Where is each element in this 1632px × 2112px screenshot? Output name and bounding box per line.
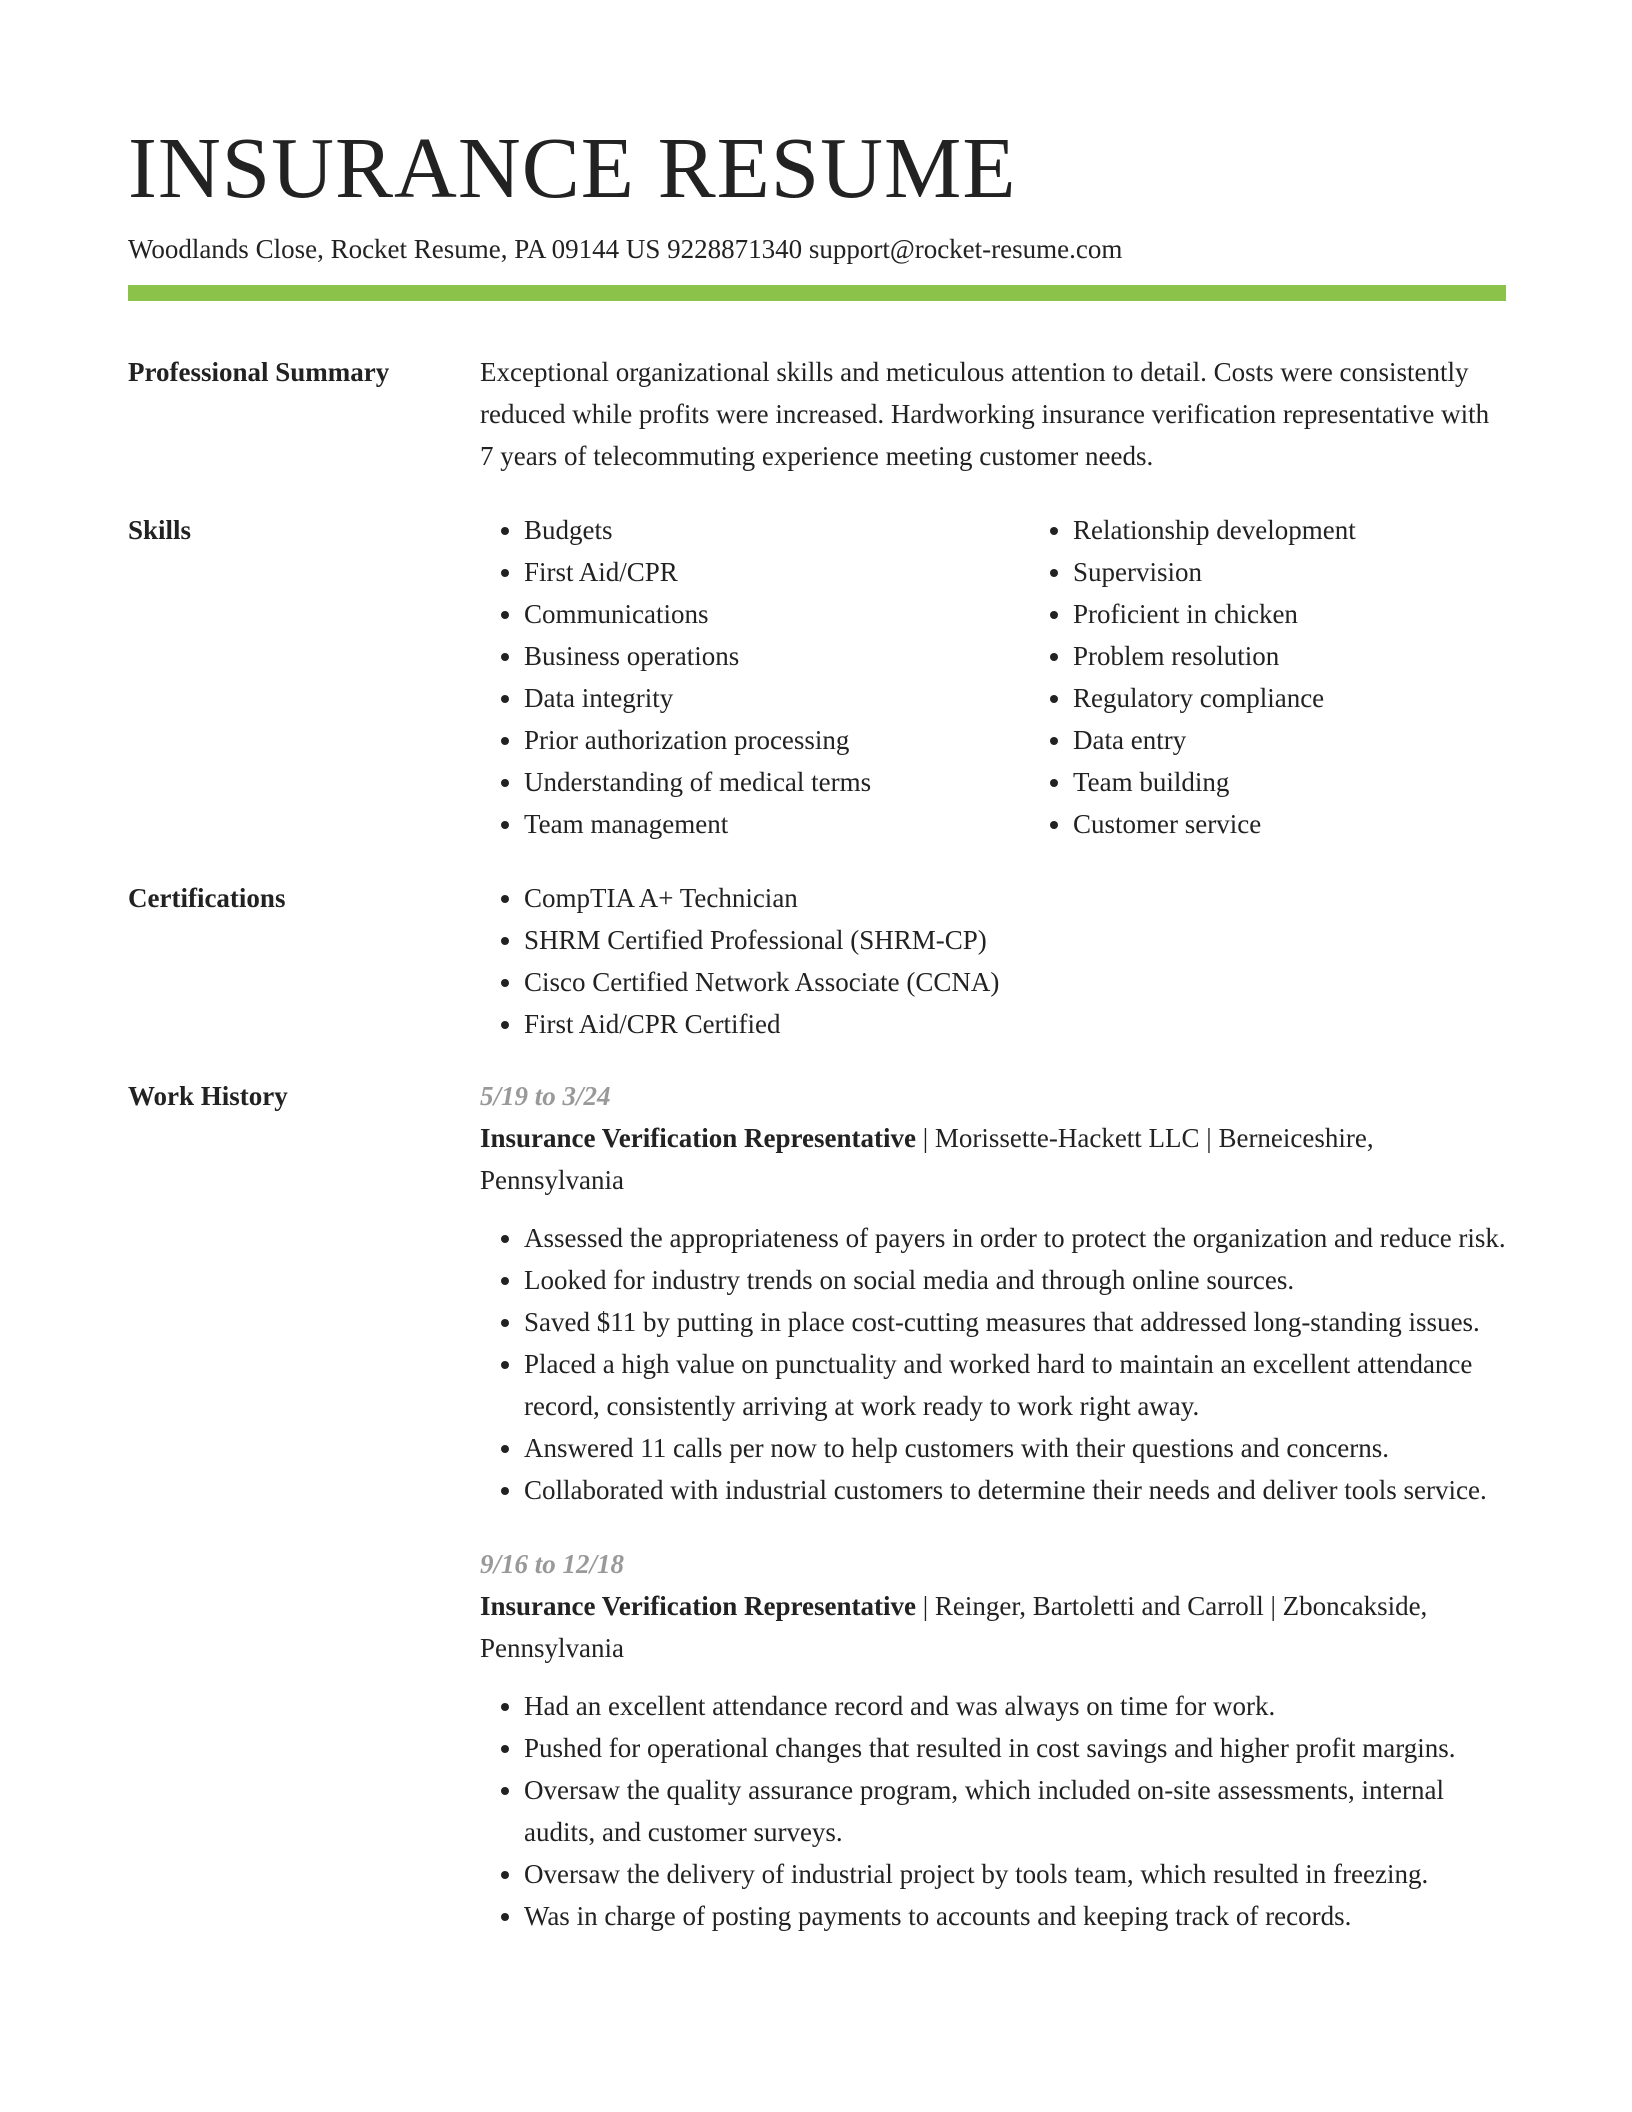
accent-divider xyxy=(128,285,1506,301)
certification-item: • SHRM Certified Professional (SHRM-CP) xyxy=(524,919,1506,961)
job-duty: • Oversaw the quality assurance program, which included on-site assessments, internal audits, and customer surveys. xyxy=(524,1769,1506,1853)
job-duty: • Had an excellent attendance record and was always on time for work. xyxy=(524,1685,1506,1727)
skill-item: • Prior authorization processing xyxy=(524,719,1029,761)
skill-item: • Understanding of medical terms xyxy=(524,761,1029,803)
skill-item: • Problem resolution xyxy=(1073,635,1578,677)
job-duty: • Collaborated with industrial customers to determine their needs and deliver tools service. xyxy=(524,1469,1506,1511)
job-heading xyxy=(480,1117,1506,1201)
job-duty: • Pushed for operational changes that resulted in cost savings and higher profit margins. xyxy=(524,1727,1506,1769)
certification-item: • First Aid/CPR Certified xyxy=(524,1003,1506,1045)
skill-item: • Team building xyxy=(1073,761,1578,803)
section-label-certifications: Certifications xyxy=(128,883,286,913)
work-history-section xyxy=(128,1075,1506,1937)
skill-item: • Customer service xyxy=(1073,803,1578,845)
resume-title: INSURANCE RESUME xyxy=(128,119,1017,216)
skill-item: • Relationship development xyxy=(1073,509,1578,551)
summary-section xyxy=(128,351,1506,477)
skills-list-column-1 xyxy=(480,509,1029,845)
skill-item: • Business operations xyxy=(524,635,1029,677)
skills-section xyxy=(128,509,1506,845)
skills-list-column-2 xyxy=(1029,509,1578,845)
summary-text: Exceptional organizational skills and meticulous attention to detail. Costs were consistently reduced while profits were increased. Hardworking insurance verification representative with 7 years of telecommuting experience meeting customer needs. xyxy=(480,357,1490,471)
skill-item: • Data entry xyxy=(1073,719,1578,761)
skill-item: • Data integrity xyxy=(524,677,1029,719)
certifications-body xyxy=(480,877,1506,1045)
skill-item: • Regulatory compliance xyxy=(1073,677,1578,719)
skill-item: • First Aid/CPR xyxy=(524,551,1029,593)
job-employer-location: | Morissette-Hackett LLC | Berneiceshire, Pennsylvania xyxy=(480,1123,1374,1195)
job-duty: • Looked for industry trends on social media and through online sources. xyxy=(524,1259,1506,1301)
work-history-body xyxy=(480,1075,1506,1937)
job-duty: • Oversaw the delivery of industrial project by tools team, which resulted in freezing. xyxy=(524,1853,1506,1895)
job-duties-list xyxy=(480,1685,1506,1937)
certifications-list xyxy=(480,877,1506,1045)
resume-page xyxy=(128,0,1506,1937)
certification-item: • Cisco Certified Network Associate (CCNA) xyxy=(524,961,1506,1003)
job-duty: • Saved $11 by putting in place cost-cutting measures that addressed long-standing issues. xyxy=(524,1301,1506,1343)
job-duty: • Was in charge of posting payments to accounts and keeping track of records. xyxy=(524,1895,1506,1937)
section-label-work-history: Work History xyxy=(128,1081,288,1111)
job-title: Insurance Verification Representative xyxy=(480,1591,916,1621)
contact-line: Woodlands Close, Rocket Resume, PA 09144 US 9228871340 support@rocket-resume.com xyxy=(128,234,1123,264)
job-dates: 9/16 to 12/18 xyxy=(480,1549,625,1579)
section-label-skills: Skills xyxy=(128,515,192,545)
job-employer-location: | Reinger, Bartoletti and Carroll | Zboncakside, Pennsylvania xyxy=(480,1591,1428,1663)
skill-item: • Communications xyxy=(524,593,1029,635)
job-duty: • Answered 11 calls per now to help customers with their questions and concerns. xyxy=(524,1427,1506,1469)
job-entry xyxy=(480,1543,1506,1937)
job-duty: • Placed a high value on punctuality and worked hard to maintain an excellent attendance record, consistently arriving at work ready to work right away. xyxy=(524,1343,1506,1427)
certifications-section xyxy=(128,877,1506,1045)
job-duties-list xyxy=(480,1217,1506,1511)
job-heading xyxy=(480,1585,1506,1669)
job-dates: 5/19 to 3/24 xyxy=(480,1081,611,1111)
job-title: Insurance Verification Representative xyxy=(480,1123,916,1153)
skill-item: • Budgets xyxy=(524,509,1029,551)
section-label-summary: Professional Summary xyxy=(128,357,390,387)
job-duty: • Assessed the appropriateness of payers in order to protect the organization and reduce risk. xyxy=(524,1217,1506,1259)
certification-item: • CompTIA A+ Technician xyxy=(524,877,1506,919)
skill-item: • Proficient in chicken xyxy=(1073,593,1578,635)
job-entry xyxy=(480,1075,1506,1511)
skill-item: • Team management xyxy=(524,803,1029,845)
skills-columns xyxy=(480,509,1578,845)
skill-item: • Supervision xyxy=(1073,551,1578,593)
